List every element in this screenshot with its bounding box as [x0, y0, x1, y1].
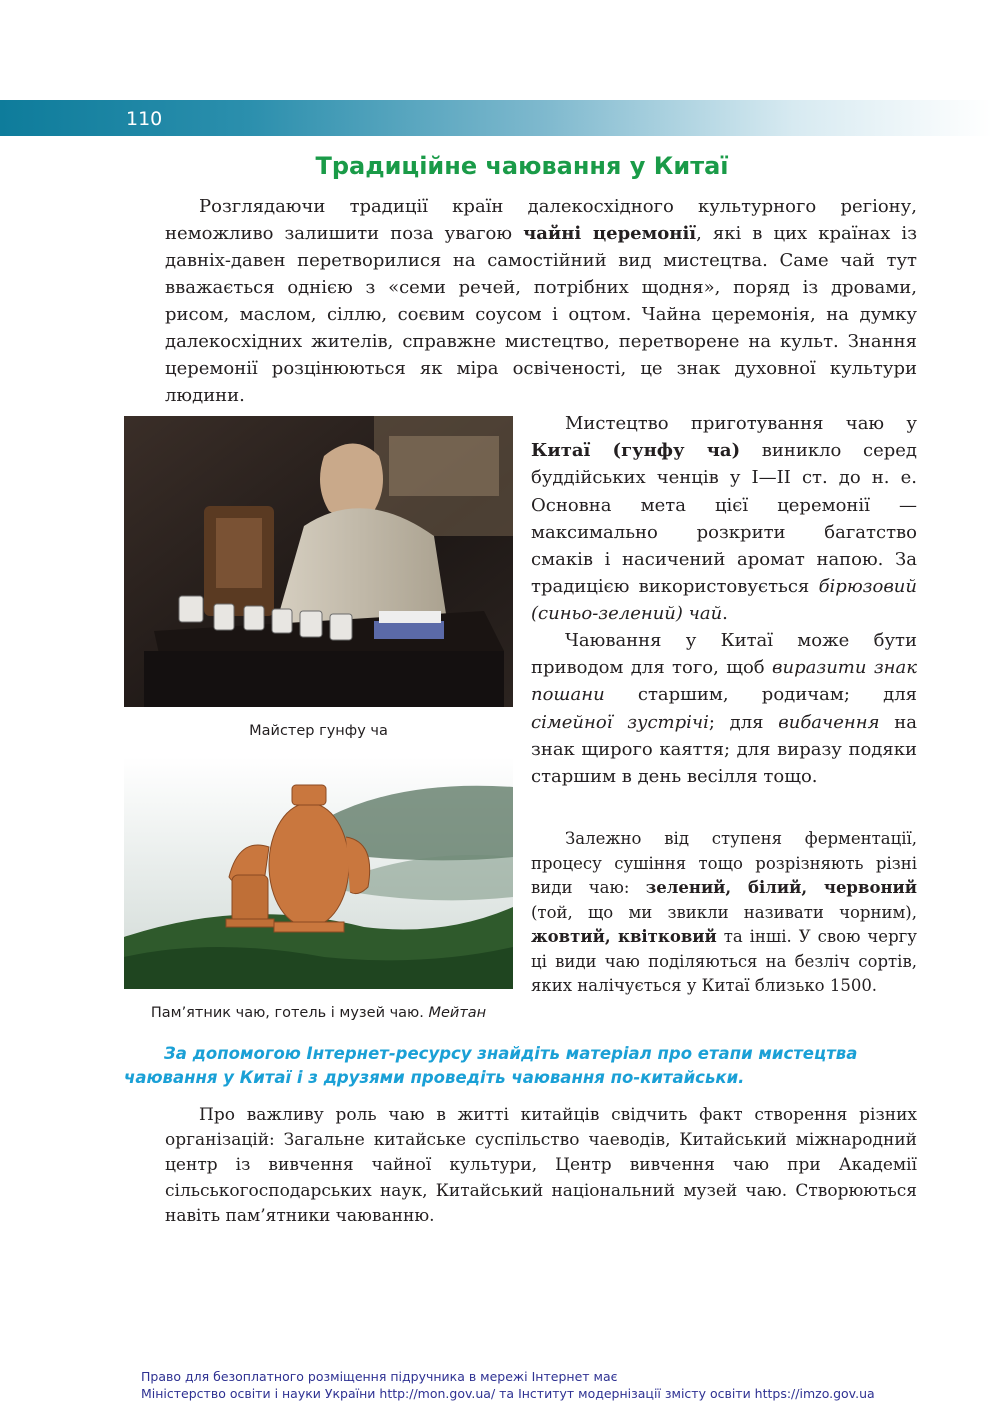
intro-text-1: Розглядаючи традиції країн далекосхідного культурного регіону, неможливо залишити поза увагою	[165, 196, 917, 244]
col1-text-3: .	[722, 603, 728, 625]
col2-italic-2: сімейної зустрічі	[531, 711, 709, 733]
col3-bold-2: жовтий, квітковий	[531, 927, 717, 946]
intro-text-2: , які в цих країнах із давніх-давен перетворилися на самостійний вид мистецтва. Саме чай тут вважається однією з «семи речей, потрібних щодня», поряд із дровами, рисом, маслом, сіллю, соєвим соусом і оцтом. Чайна церемонія, на думку далекосхідних жителів, справжне мистецтво, перетворене на культ. Знання церемонії розцінюються як міра освіченості, це знак духовної культури людини.	[165, 223, 918, 406]
col2-text-2: старшим, родичам; для	[604, 684, 917, 706]
col3-text-1: Залежно від ступеня ферментації, процесу сушіння тощо розрізняють різні види чаю:	[531, 829, 917, 897]
photo-tea-master	[124, 416, 513, 707]
photo-tea-monument	[124, 757, 513, 989]
col2-text-3: ; для	[708, 711, 779, 733]
intro-paragraph	[165, 193, 917, 409]
col1-bold-1: Китаї (гунфу ча)	[531, 440, 741, 462]
caption-monument-place: Мейтан	[428, 1005, 487, 1021]
task-instruction	[124, 1042, 924, 1090]
col2-italic-3: вибачення	[778, 711, 880, 733]
closing-paragraph: Про важливу роль чаю в житті китайців свідчить факт створення різних організацій: Загальне китайське суспільство чаеводів, Китайський міжнародний центр із вивчення чайної культури, Центр вивчення чаю при Академії сільськогосподарських наук, Китайський національний музей чаю. Створюються навіть пам’ятники чаюванню.	[165, 1105, 917, 1226]
photo-caption-tea-master: Майстер гунфу ча	[249, 723, 388, 739]
photo-caption-tea-monument	[124, 1005, 513, 1021]
col1-text-1: Мистецтво приготування чаю у	[565, 413, 917, 434]
footer-line-2: Міністерство освіти і науки України http://mon.gov.ua/ та Інститут модернізації змісту освіти https://imzo.gov.ua	[141, 1386, 875, 1401]
col1-text-2: виникло серед буддійських ченців у І—ІІ ст. до н. е. Основна мета цієї церемонії — максимально розкрити багатство смаків і насичений аромат напою. За традицією використовується	[531, 440, 917, 598]
page-title: Традиційне чаювання у Китаї	[315, 152, 729, 180]
page-number: 110	[126, 108, 163, 130]
col2-text-1: Чаювання у Китаї може бути приводом для того, щоб	[531, 630, 917, 679]
col3-text-3: та інші. У свою чергу ці види чаю поділяються на безліч сортів, яких налічується у Китаї близько 1500.	[531, 927, 917, 995]
col2-italic-1: виразити знак пошани	[531, 657, 917, 706]
col3-bold-1: зелений, білий, червоний	[645, 878, 917, 897]
footer-line-1: Право для безоплатного розміщення підручника в мережі Інтернет має	[141, 1369, 618, 1384]
footer-notice	[141, 1368, 875, 1402]
column-paragraph-1	[531, 410, 917, 628]
caption-monument-text: Пам’ятник чаю, готель і музей чаю.	[150, 1005, 429, 1021]
intro-bold-1: чайні церемонії	[523, 223, 697, 244]
column-paragraph-3	[531, 827, 917, 999]
col1-italic-1: бірюзовий (синьо-зелений) чай	[531, 576, 917, 625]
col3-text-2: (той, що ми звикли називати чорним),	[531, 902, 917, 922]
column-paragraph-2	[531, 627, 917, 790]
col2-text-4: на знак щирого каяття; для виразу подяки старшим в день весілля тощо.	[531, 711, 917, 788]
task-text: За допомогою Інтернет-ресурсу знайдіть матеріал про етапи мистецтва чаювання у Китаї і з друзями проведіть чаювання по-китайськи.	[124, 1044, 858, 1087]
